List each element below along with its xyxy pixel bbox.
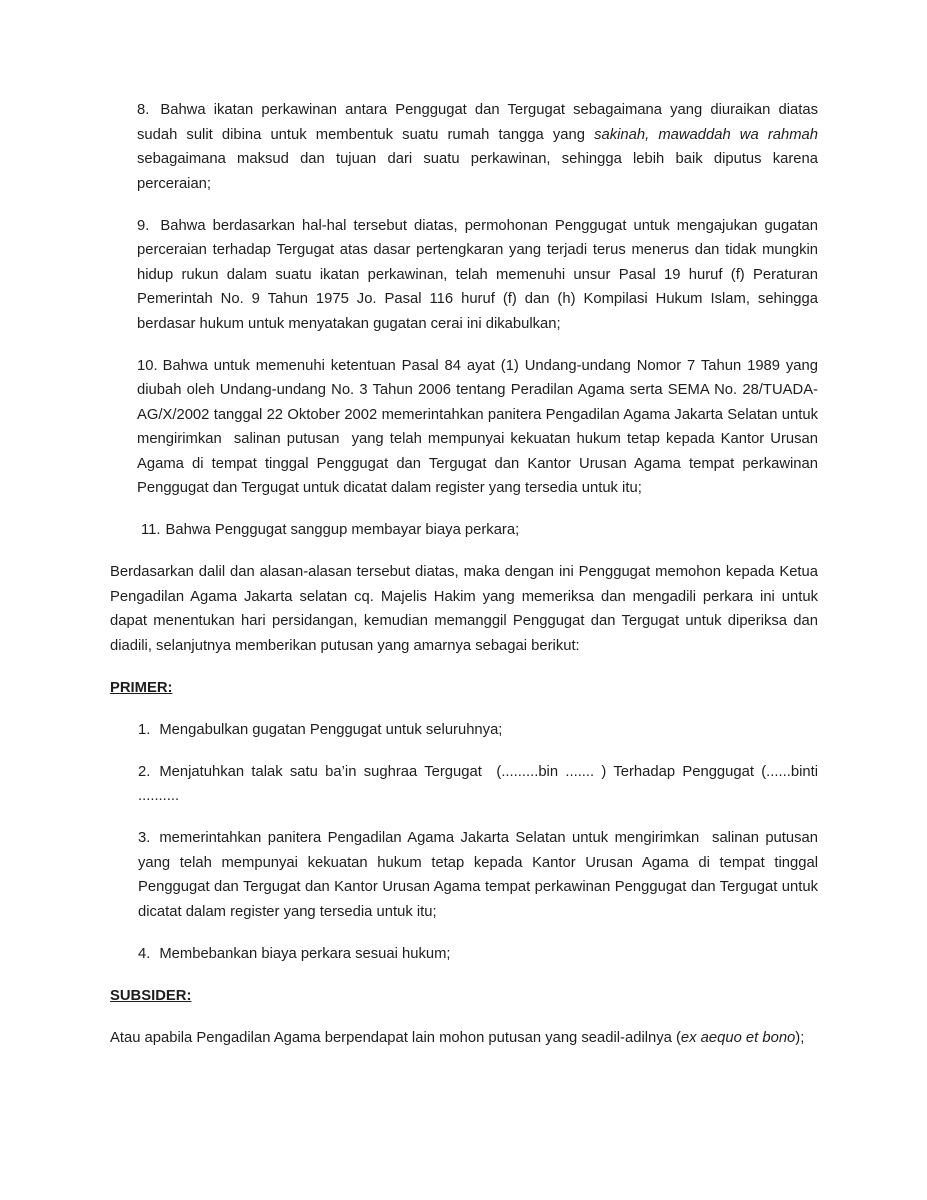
primer-item-1 [138, 718, 818, 743]
item-number: 3. [138, 830, 151, 846]
primer-heading: PRIMER: [110, 679, 173, 696]
numbered-item-10 [137, 354, 818, 501]
item-text: Menjatuhkan talak satu ba’in sughraa Tergugat (.........bin ....... ) Terhadap Penggugat (......binti .......... [138, 763, 818, 804]
item-number: 1. [138, 721, 151, 738]
primer-item-4 [138, 942, 818, 967]
closing-paragraph: Berdasarkan dalil dan alasan-alasan tersebut diatas, maka dengan ini Penggugat memohon kepada Ketua Pengadilan Agama Jakarta selatan cq. Majelis Hakim yang memeriksa dan mengadili perkara ini untuk dapat menentukan hari persidangan, kemudian memanggil Penggugat dan Tergugat untuk diperiksa dan diadili, selanjutnya memberikan putusan yang amarnya sebagai berikut: [110, 564, 818, 654]
item-number: 9. [137, 217, 150, 234]
subsider-text-after: ); [795, 1029, 805, 1046]
item-text-italic: sakinah, mawaddah wa rahmah [594, 126, 819, 143]
numbered-item-9 [137, 214, 818, 337]
numbered-item-8 [137, 98, 818, 196]
item-number: 11. [141, 522, 161, 538]
item-number: 4. [138, 945, 151, 962]
item-text: Membebankan biaya perkara sesuai hukum; [159, 945, 451, 962]
item-number: 2. [138, 763, 151, 780]
subsider-heading: SUBSIDER: [110, 987, 192, 1004]
subsider-text-italic: ex aequo et bono [680, 1029, 796, 1046]
subsider-text-before: Atau apabila Pengadilan Agama berpendapat lain mohon putusan yang seadil-adilnya ( [110, 1029, 681, 1046]
primer-item-2 [138, 760, 818, 809]
item-text: memerintahkan panitera Pengadilan Agama Jakarta Selatan untuk mengirimkan salinan putusan yang telah mempunyai kekuatan hukum tetap kepada Kantor Urusan Agama di tempat tinggal Penggugat dan Tergugat dan Kantor Urusan Agama tempat perkawinan Penggugat dan Tergugat untuk dicatat dalam register yang tersedia untuk itu; [138, 830, 818, 920]
item-text: Bahwa berdasarkan hal-hal tersebut diatas, permohonan Penggugat untuk mengajukan gugatan perceraian terhadap Tergugat atas dasar pertengkaran yang terjadi terus menerus dan tidak mungkin hidup rukun dalam suatu ikatan perkawinan, telah memenuhi unsur Pasal 19 huruf (f) Peraturan Pemerintah No. 9 Tahun 1975 Jo. Pasal 116 huruf (f) dan (h) Kompilasi Hukum Islam, sehingga berdasar hukum untuk menyatakan gugatan cerai ini dikabulkan; [137, 217, 818, 332]
item-text: Bahwa untuk memenuhi ketentuan Pasal 84 ayat (1) Undang-undang Nomor 7 Tahun 1989 yang diubah oleh Undang-undang No. 3 Tahun 2006 tentang Peradilan Agama serta SEMA No. 28/TUADA-AG/X/2002 tanggal 22 Oktober 2002 memerintahkan panitera Pengadilan Agama Jakarta Selatan untuk mengirimkan salinan putusan yang telah mempunyai kekuatan hukum tetap kepada Kantor Urusan Agama di tempat tinggal Penggugat dan Tergugat dan Kantor Urusan Agama tempat perkawinan Penggugat dan Tergugat untuk dicatat dalam register yang tersedia untuk itu; [137, 357, 818, 496]
item-text-before: Bahwa ikatan perkawinan antara Penggugat dan Tergugat sebagaimana yang diuraikan diatas sudah sulit dibina untuk membentuk suatu rumah tangga yang [137, 102, 818, 143]
item-text: Bahwa Penggugat sanggup membayar biaya perkara; [165, 522, 520, 538]
item-text: Mengabulkan gugatan Penggugat untuk seluruhnya; [159, 721, 503, 738]
subsider-paragraph [110, 1026, 818, 1051]
item-number: 10. [137, 357, 158, 374]
primer-item-3 [138, 826, 818, 924]
item-number: 8. [137, 102, 150, 118]
numbered-item-11 [141, 518, 818, 543]
item-text-after: sebagaimana maksud dan tujuan dari suatu perkawinan, sehingga lebih baik diputus karena perceraian; [137, 151, 818, 192]
